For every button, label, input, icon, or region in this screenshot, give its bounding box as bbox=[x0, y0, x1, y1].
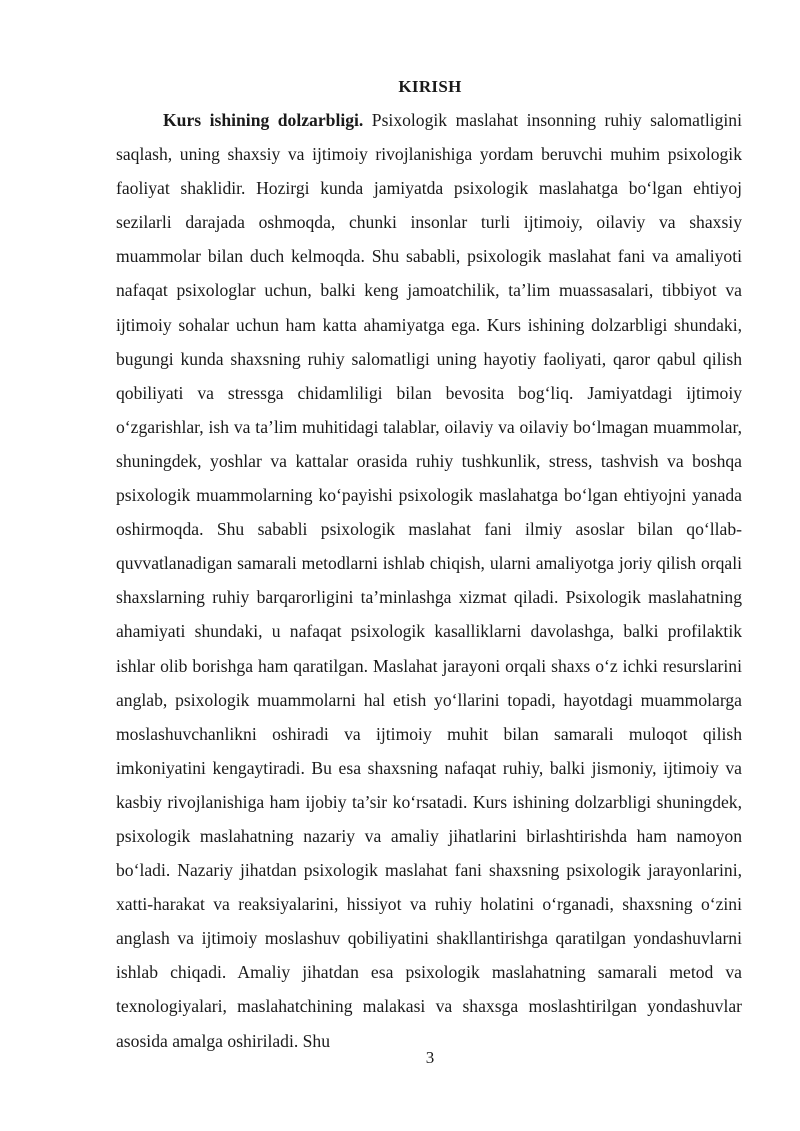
paragraph-lead: Kurs ishining dolzarbligi. bbox=[163, 110, 364, 130]
section-heading: KIRISH bbox=[398, 77, 462, 96]
paragraph-text: Psixologik maslahat insonning ruhiy salomatligini saqlash, uning shaxsiy va ijtimoiy rivojlanishiga yordam beruvchi muhim psixologik faoliyat shaklidir. Hozirgi kunda jamiyatda psixologik maslahatga bo‘lgan ehtiyoj sezilarli darajada oshmoqda, chunki insonlar turli ijtimoiy, oilaviy va shaxsiy muammolar bilan duch kelmoqda. Shu sababli, psixologik maslahat fani va amaliyoti nafaqat psixologlar uchun, balki keng jamoatchilik, ta’lim muassasalari, tibbiyot va ijtimoiy sohalar uchun ham katta ahamiyatga ega. Kurs ishining dolzarbligi shundaki, bugungi kunda shaxsning ruhiy salomatligi uning hayotiy faoliyati, qaror qabul qilish qobiliyati va stressga chidamliligi bilan bevosita bog‘liq. Jamiyatdagi ijtimoiy o‘zgarishlar, ish va ta’lim muhitidagi talablar, oilaviy va oilaviy bo‘lmagan muammolar, shuningdek, yoshlar va kattalar orasida ruhiy tushkunlik, stress, tashvish va boshqa psixologik muammolarning ko‘payishi psixologik maslahatga bo‘lgan ehtiyojni yanada oshirmoqda. Shu sababli psixologik maslahat fani ilmiy asoslar bilan qo‘llab-quvvatlanadigan samarali metodlarni ishlab chiqish, ularni amaliyotga joriy qilish orqali shaxslarning ruhiy barqarorligini ta’minlashga xizmat qiladi. Psixologik maslahatning ahamiyati shundaki, u nafaqat psixologik kasalliklarni davolashga, balki profilaktik ishlar olib borishga ham qaratilgan. Maslahat jarayoni orqali shaxs o‘z ichki resurslarini anglab, psixologik muammolarni hal etish yo‘llarini topadi, hayotdagi muammolarga moslashuvchanlikni oshiradi va ijtimoiy muhit bilan samarali muloqot qilish imkoniyatini kengaytiradi. Bu esa shaxsning nafaqat ruhiy, balki jismoniy, ijtimoiy va kasbiy rivojlanishiga ham ijobiy ta’sir ko‘rsatadi. Kurs ishining dolzarbligi shuningdek, psixologik maslahatning nazariy va amaliy jihatlarini birlashtirishda ham namoyon bo‘ladi. Nazariy jihatdan psixologik maslahat fani shaxsning psixologik jarayonlarini, xatti-harakat va reaksiyalarini, hissiyot va ruhiy holatini o‘rganadi, shaxsning o‘zini anglash va ijtimoiy moslashuv qobiliyatini shakllantirishga qaratilgan yondashuvlarni ishlab chiqadi. Amaliy jihatdan esa psixologik maslahatning samarali metod va texnologiyalari, maslahatchining malakasi va shaxsga moslashtirilgan yondashuvlar asosida amalga oshiriladi. Shu bbox=[116, 110, 742, 1051]
page-number: 3 bbox=[425, 1048, 435, 1067]
body-paragraph bbox=[116, 103, 742, 1058]
